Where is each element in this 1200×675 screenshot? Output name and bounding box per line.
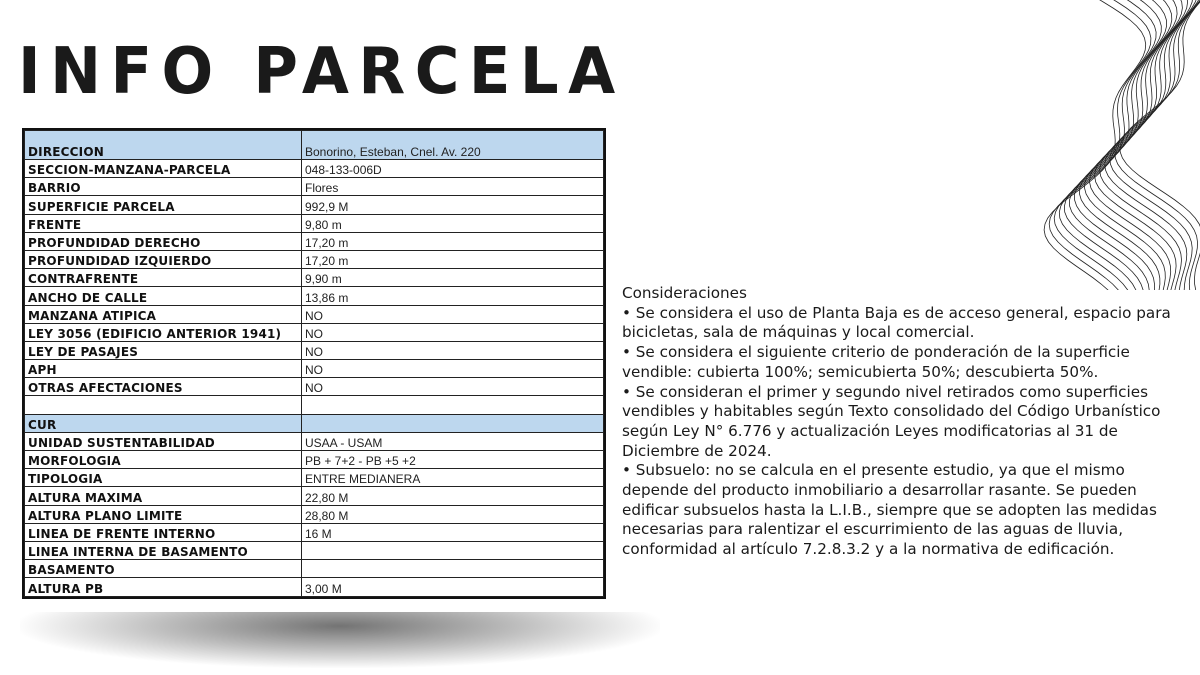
table-row: [25, 305, 604, 323]
table-row: [25, 505, 604, 523]
row-value: [302, 560, 604, 578]
row-label: MANZANA ATIPICA: [25, 305, 302, 323]
table-row: [25, 341, 604, 359]
table-row: [25, 432, 604, 450]
wave-line: [1054, 0, 1156, 290]
row-value: 9,90 m: [302, 269, 604, 287]
table-row: [25, 523, 604, 541]
table-row: [25, 214, 604, 232]
table-row: [25, 541, 604, 559]
row-value: 048-133-006D: [302, 160, 604, 178]
table-row: [25, 560, 604, 578]
wave-line: [1090, 0, 1193, 290]
row-label: LINEA DE FRENTE INTERNO: [25, 523, 302, 541]
row-label: LINEA INTERNA DE BASAMENTO: [25, 541, 302, 559]
wave-line: [1115, 0, 1200, 290]
considerations-block: [622, 284, 1182, 560]
row-label: ANCHO DE CALLE: [25, 287, 302, 305]
consideration-item: • Se considera el uso de Planta Baja es de acceso general, espacio para bicicletas, sala de máquinas y local comercial.: [622, 303, 1171, 342]
consideration-item: • Se consideran el primer y segundo nivel retirados como superficies vendibles y habitables según Texto consolidado del Código Urbanístico según Ley N° 6.776 y actualización Leyes modificatorias al 31 de Diciembre de 2024.: [622, 382, 1161, 460]
row-label: MORFOLOGIA: [25, 451, 302, 469]
parcel-table-body: [25, 131, 604, 597]
table-row: [25, 360, 604, 378]
table-row: [25, 131, 604, 160]
row-value: 9,80 m: [302, 214, 604, 232]
table-row: [25, 414, 604, 432]
table-row: [25, 578, 604, 596]
table-row: [25, 232, 604, 250]
page-title: INFO PARCELA: [18, 35, 625, 109]
table-row: [25, 396, 604, 414]
table-row: [25, 323, 604, 341]
row-label: TIPOLOGIA: [25, 469, 302, 487]
row-value: ENTRE MEDIANERA: [302, 469, 604, 487]
row-label: PROFUNDIDAD DERECHO: [25, 232, 302, 250]
row-value: NO: [302, 360, 604, 378]
row-label: BASAMENTO: [25, 560, 302, 578]
table-row: [25, 178, 604, 196]
parcel-info-table: [22, 128, 606, 599]
row-value: 16 M: [302, 523, 604, 541]
row-value: [302, 541, 604, 559]
row-label: CUR: [25, 414, 302, 432]
row-value: Flores: [302, 178, 604, 196]
table-row: [25, 196, 604, 214]
row-value: NO: [302, 378, 604, 396]
table-shadow: [20, 612, 660, 668]
table-row: [25, 269, 604, 287]
row-label: SUPERFICIE PARCELA: [25, 196, 302, 214]
wave-line: [1095, 0, 1198, 290]
wavy-lines-graphic: [1040, 0, 1200, 290]
row-label: SECCION-MANZANA-PARCELA: [25, 160, 302, 178]
row-label: [25, 396, 302, 414]
row-value: 28,80 M: [302, 505, 604, 523]
row-label: LEY DE PASAJES: [25, 341, 302, 359]
row-value: [302, 396, 604, 414]
row-value: 17,20 m: [302, 232, 604, 250]
row-value: 17,20 m: [302, 250, 604, 268]
row-label: ALTURA PB: [25, 578, 302, 596]
row-label: OTRAS AFECTACIONES: [25, 378, 302, 396]
table-row: [25, 378, 604, 396]
row-label: ALTURA PLANO LIMITE: [25, 505, 302, 523]
row-value: 13,86 m: [302, 287, 604, 305]
row-label: PROFUNDIDAD IZQUIERDO: [25, 250, 302, 268]
considerations-heading: Consideraciones: [622, 284, 747, 302]
row-label: FRENTE: [25, 214, 302, 232]
consideration-item: • Subsuelo: no se calcula en el presente estudio, ya que el mismo depende del producto inmobiliario a desarrollar rasante. Se pueden edificar subsuelos hasta la L.I.B., siempre que se adopten las medidas necesarias para ralentizar el escurrimiento de las aguas de lluvia, conformidad al artículo 7.2.8.3.2 y a la normativa de edificación.: [622, 461, 1157, 559]
row-value: 22,80 M: [302, 487, 604, 505]
row-label: ALTURA MAXIMA: [25, 487, 302, 505]
row-label: APH: [25, 360, 302, 378]
row-value: USAA - USAM: [302, 432, 604, 450]
table-row: [25, 287, 604, 305]
table-row: [25, 250, 604, 268]
row-value: NO: [302, 341, 604, 359]
row-value: PB + 7+2 - PB +5 +2: [302, 451, 604, 469]
table-row: [25, 160, 604, 178]
row-label: BARRIO: [25, 178, 302, 196]
row-value: NO: [302, 305, 604, 323]
table-row: [25, 451, 604, 469]
row-label: DIRECCION: [25, 131, 302, 160]
row-label: UNIDAD SUSTENTABILIDAD: [25, 432, 302, 450]
table-row: [25, 469, 604, 487]
row-value: 3,00 M: [302, 578, 604, 596]
row-label: LEY 3056 (EDIFICIO ANTERIOR 1941): [25, 323, 302, 341]
consideration-item: • Se considera el siguiente criterio de ponderación de la superficie vendible: cubierta 100%; semicubierta 50%; descubierta 50%.: [622, 343, 1130, 381]
row-value: NO: [302, 323, 604, 341]
table-row: [25, 487, 604, 505]
row-label: CONTRAFRENTE: [25, 269, 302, 287]
row-value: 992,9 M: [302, 196, 604, 214]
row-value: [302, 414, 604, 432]
wave-line: [1044, 0, 1146, 290]
row-value: Bonorino, Esteban, Cnel. Av. 220: [302, 131, 604, 160]
